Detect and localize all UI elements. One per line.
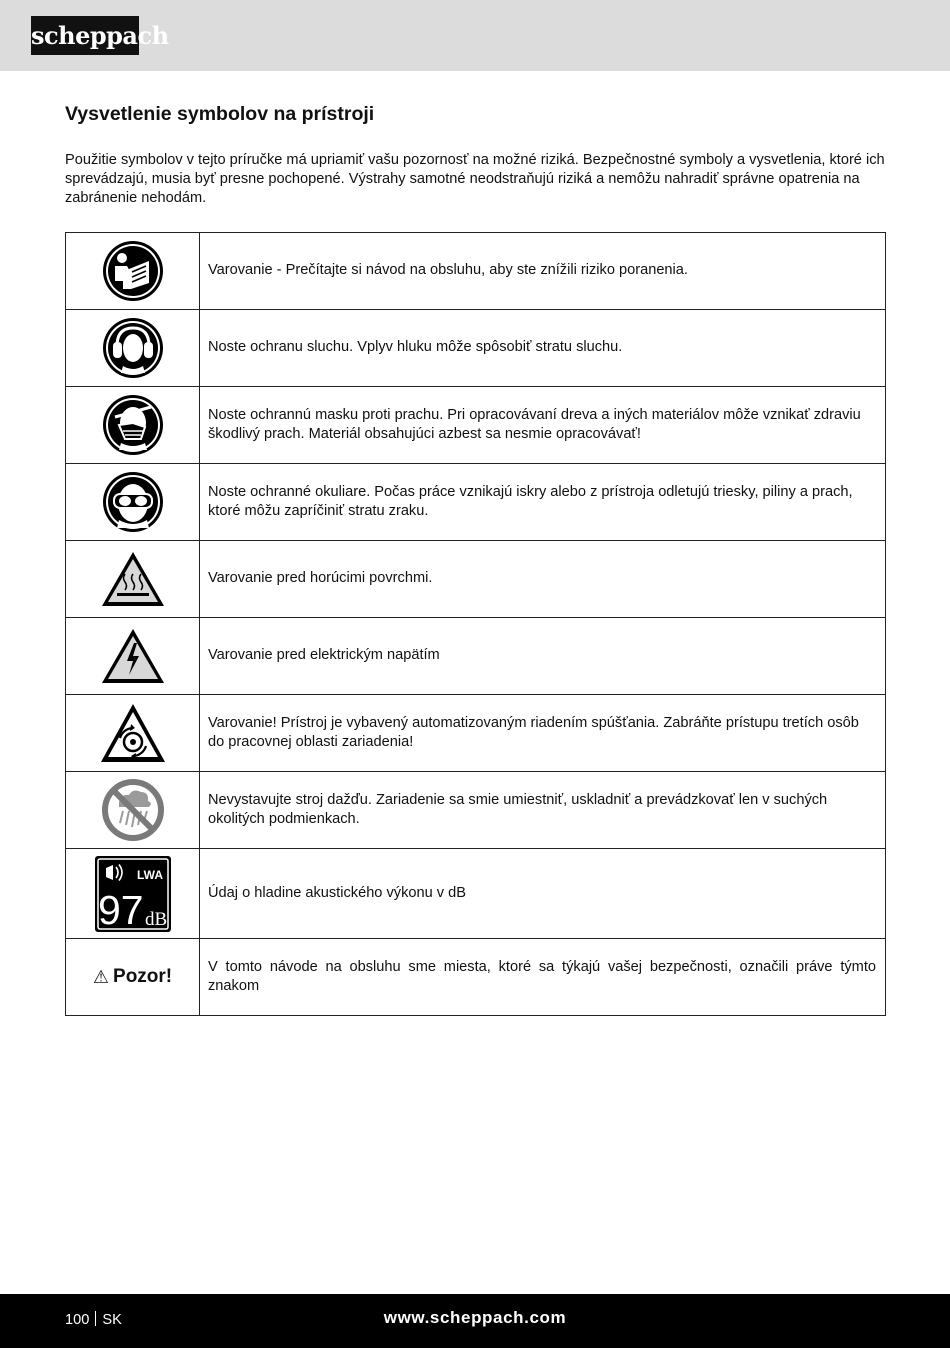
symbol-icon-cell — [66, 849, 200, 939]
dust-mask-icon — [66, 393, 199, 457]
symbol-description: Nevystavujte stroj dažďu. Zariadenie sa smie umiestniť, uskladniť a prevádzkovať len v suchých okolitých podmienkach. — [200, 772, 886, 849]
symbol-icon-cell — [66, 618, 200, 695]
symbol-description: Noste ochranné okuliare. Počas práce vznikajú iskry alebo z prístroja odletujú triesky, piliny a prach, ktoré môžu zapríčiniť stratu zraku. — [200, 464, 886, 541]
symbol-description: Varovanie pred elektrickým napätím — [200, 618, 886, 695]
automatic-start-icon — [66, 702, 199, 764]
intro-paragraph: Použitie symbolov v tejto príručke má upriamiť vašu pozornosť na možné riziká. Bezpečnostné symboly a vysvetlenia, ktoré ich sprevádzajú, musia byť presne pochopené. Výstrahy samotné neodstraňujú riziká a nemôžu nahradiť správne opatrenia na zabránenie nehodám. — [65, 152, 885, 206]
header-bar — [0, 0, 950, 71]
symbol-icon-cell — [66, 464, 200, 541]
symbol-description: Varovanie - Prečítajte si návod na obsluhu, aby ste znížili riziko poranenia. — [200, 233, 886, 310]
symbol-icon-cell — [66, 939, 200, 1016]
symbol-row — [66, 387, 886, 464]
symbol-icon-cell — [66, 772, 200, 849]
ear-protection-icon — [66, 316, 199, 380]
pozor-label — [93, 966, 172, 988]
sound-power-label: LWA — [136, 867, 163, 882]
symbol-row — [66, 618, 886, 695]
hot-surface-icon — [66, 550, 199, 608]
sound-power-unit: dB — [144, 908, 167, 930]
pozor-text: Pozor! — [113, 966, 173, 987]
symbol-row — [66, 310, 886, 387]
symbol-row — [66, 849, 886, 939]
electric-voltage-icon — [66, 627, 199, 685]
symbol-icon-cell — [66, 695, 200, 772]
symbol-icon-cell — [66, 310, 200, 387]
symbol-icon-cell — [66, 387, 200, 464]
symbol-description: Noste ochranu sluchu. Vplyv hluku môže spôsobiť stratu sluchu. — [200, 310, 886, 387]
symbol-row — [66, 939, 886, 1016]
website-url: www.scheppach.com — [383, 1308, 567, 1327]
sound-power-icon — [66, 855, 199, 933]
symbol-icon-cell — [66, 541, 200, 618]
symbol-description: Varovanie! Prístroj je vybavený automatizovaným riadením spúšťania. Zabráňte prístupu tretích osôb do pracovnej oblasti zariadenia! — [200, 695, 886, 772]
symbol-description: Noste ochrannú masku proti prachu. Pri opracovávaní dreva a iných materiálov môže vznikať zdraviu škodlivý prach. Materiál obsahujúci azbest sa nesmie opracovávať! — [200, 387, 886, 464]
safety-goggles-icon — [66, 470, 199, 534]
symbol-row — [66, 464, 886, 541]
scheppach-logo: scheppach — [31, 16, 139, 55]
symbols-table — [65, 232, 886, 1016]
page-number: 100 — [65, 1312, 90, 1328]
page-title: Vysvetlenie symbolov na prístroji — [65, 103, 375, 125]
symbol-description: Údaj o hladine akustického výkonu v dB — [200, 849, 886, 939]
symbol-row — [66, 233, 886, 310]
symbol-row — [66, 772, 886, 849]
sound-power-value: 97 — [97, 886, 144, 933]
symbol-icon-cell — [66, 233, 200, 310]
footer-bar — [0, 1294, 950, 1348]
symbol-description: V tomto návode na obsluhu sme miesta, ktoré sa týkajú vašej bezpečnosti, označili práve týmto znakom — [200, 939, 886, 1016]
no-rain-icon — [66, 778, 199, 842]
read-manual-icon — [66, 239, 199, 303]
symbol-row — [66, 541, 886, 618]
symbol-description: Varovanie pred horúcimi povrchmi. — [200, 541, 886, 618]
symbol-row — [66, 695, 886, 772]
warning-triangle-icon: ⚠ — [92, 966, 110, 987]
language-code: SK — [102, 1312, 122, 1328]
